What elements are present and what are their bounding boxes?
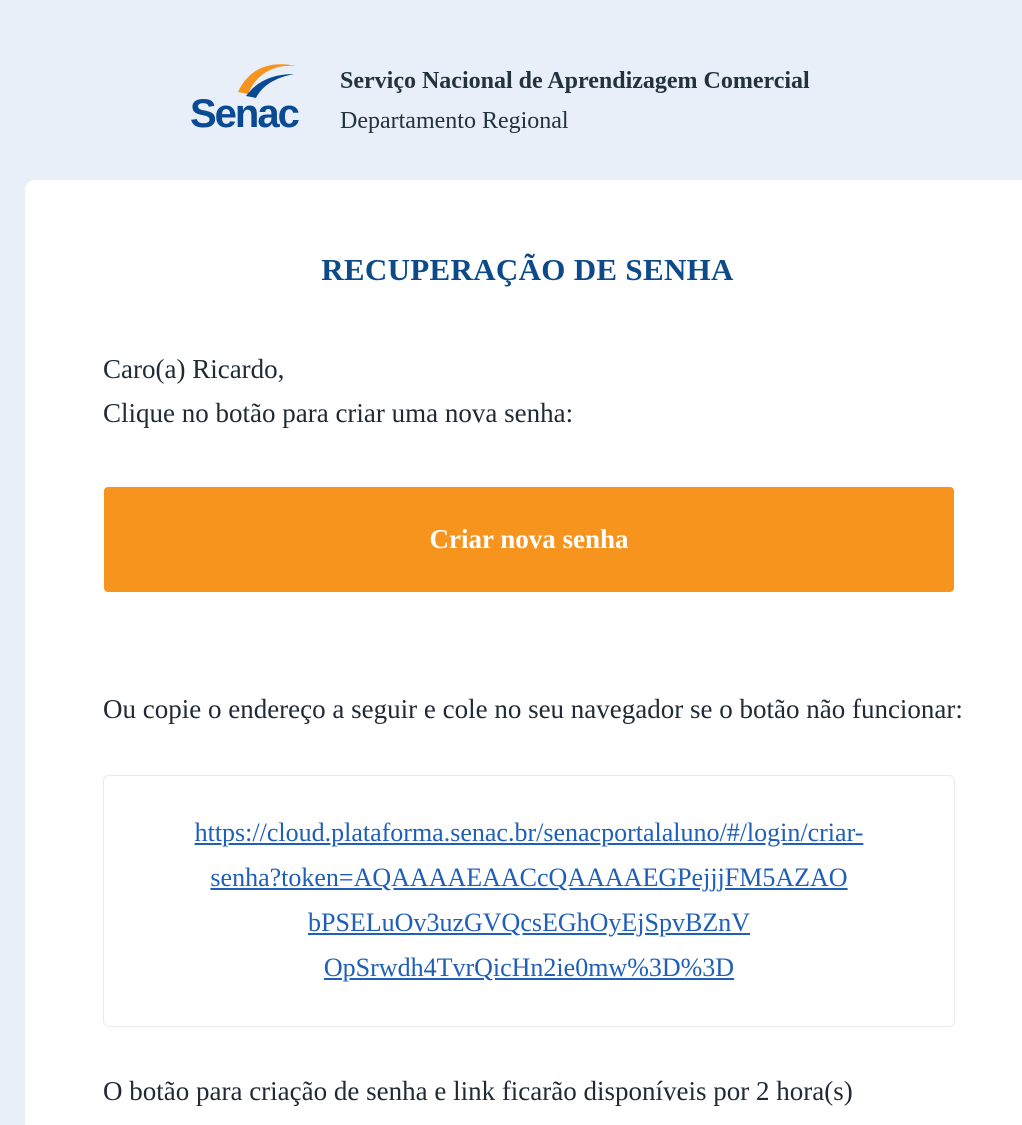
instruction-text: Clique no botão para criar uma nova senha:	[103, 398, 574, 428]
link-line: senha?token=AQAAAAEAACcQAAAAEGPejjjFM5AZAO	[210, 863, 848, 892]
department-name: Departamento Regional	[340, 108, 569, 134]
create-password-button-label: Criar nova senha	[429, 524, 629, 554]
password-reset-link[interactable]	[104, 810, 954, 990]
copy-link-instruction: Ou copie o endereço a seguir e cole no seu navegador se o botão não funcionar:	[103, 694, 963, 724]
logo-wordmark: Senac	[190, 92, 298, 136]
link-line: bPSELuOv3uzGVQcsEGhOyEjSpvBZnV	[308, 908, 750, 937]
senac-logo	[190, 58, 310, 136]
email-card	[25, 180, 1022, 1125]
create-password-button[interactable]	[104, 487, 954, 592]
link-line: https://cloud.plataforma.senac.br/senacportalaluno/#/login/criar-	[194, 818, 864, 847]
link-container	[103, 775, 955, 1027]
page-title: RECUPERAÇÃO DE SENHA	[321, 252, 734, 287]
email-header	[0, 0, 1022, 180]
organization-name: Serviço Nacional de Aprendizagem Comercial	[340, 68, 810, 94]
greeting-text: Caro(a) Ricardo,	[103, 354, 285, 384]
link-line: OpSrwdh4TvrQicHn2ie0mw%3D%3D	[323, 953, 735, 982]
availability-note: O botão para criação de senha e link ficarão disponíveis por 2 hora(s)	[103, 1076, 853, 1106]
